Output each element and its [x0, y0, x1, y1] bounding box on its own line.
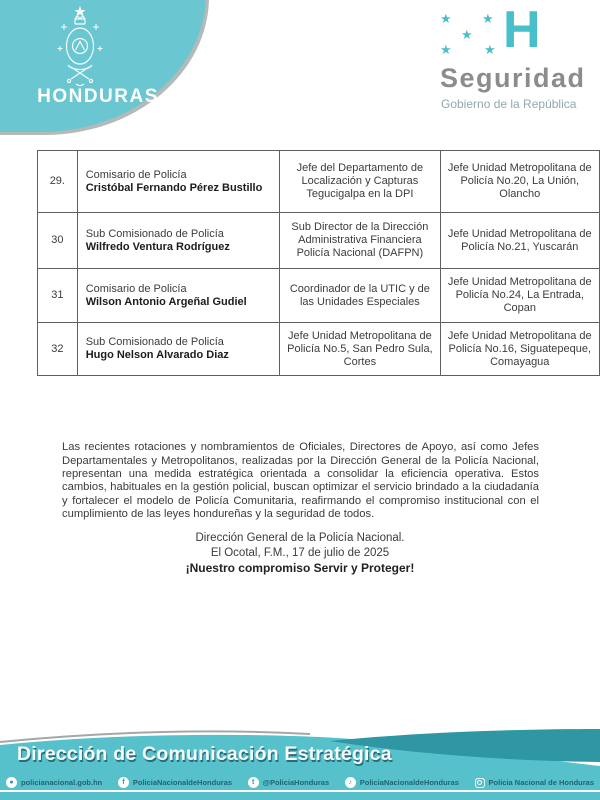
rank-name-cell: [77, 151, 280, 213]
flag-star-icon: ★: [440, 42, 452, 57]
officer-assignment: Jefe Unidad Metropolitana de Policía No.20, La Unión, Olancho: [440, 151, 599, 213]
rank-name-cell: [77, 269, 280, 323]
table-row: [38, 269, 600, 323]
social-handle: policianacional.gob.hn: [21, 778, 103, 787]
instagram-icon: [475, 778, 485, 788]
table-row: [38, 213, 600, 269]
country-label: HONDURAS: [37, 86, 159, 107]
officer-rank: Sub Comisionado de Policía: [85, 336, 224, 348]
social-item-facebook: [118, 777, 232, 788]
row-number: 32: [38, 323, 78, 376]
officer-assignment: Jefe Unidad Metropolitana de Policía No.16, Siguatepeque, Comayagua: [440, 323, 599, 376]
officer-name: Wilfredo Ventura Rodríguez: [85, 240, 230, 253]
officials-table: [37, 150, 600, 376]
table-row: [38, 151, 600, 213]
officer-name: Hugo Nelson Alvarado Diaz: [85, 349, 229, 361]
officer-rank: Comisario de Policía: [85, 168, 187, 181]
facebook-icon: f: [118, 777, 129, 788]
officer-rank: Comisario de Policía: [85, 282, 187, 295]
brand-subtitle: Gobierno de la República: [441, 97, 577, 111]
flag-star-icon: ★: [482, 11, 494, 26]
social-media-row: [0, 775, 600, 790]
social-item-twitter: [248, 777, 330, 788]
row-number: 29.: [38, 151, 78, 213]
officer-name: Wilson Antonio Argeñal Gudiel: [85, 295, 247, 308]
social-item-website: [6, 777, 102, 788]
rank-name-cell: [77, 323, 280, 376]
social-handle: PoliciaNacionaldeHonduras: [359, 778, 459, 787]
social-item-tiktok: [345, 777, 459, 788]
table-row: [38, 323, 600, 376]
rank-name-cell: [77, 213, 280, 269]
flag-star-icon: ★: [440, 11, 452, 26]
officer-position: Sub Director de la Dirección Administrativa Financiera Policía Nacional (DAFPN): [280, 213, 440, 269]
flag-star-icon: ★: [484, 42, 496, 57]
footer-banner: [0, 728, 600, 800]
closing-motto: ¡Nuestro compromiso Servir y Proteger!: [185, 561, 415, 575]
officer-name: Cristóbal Fernando Pérez Bustillo: [85, 181, 263, 194]
website-icon: ●: [6, 777, 17, 788]
closing-institution: Dirección General de la Policía Nacional.: [195, 532, 405, 544]
officer-rank: Sub Comisionado de Policía: [85, 227, 224, 240]
footer-title: Dirección de Comunicación Estratégica: [17, 743, 392, 765]
social-item-instagram: [475, 778, 594, 788]
seguridad-gov-logo: [430, 0, 600, 120]
tiktok-icon: ♪: [345, 777, 356, 788]
h-logo-letter: H: [503, 1, 541, 59]
row-number: 31: [38, 269, 78, 323]
brand-name: Seguridad: [440, 63, 586, 93]
officer-position: Coordinador de la UTIC y de las Unidades Especiales: [280, 269, 440, 323]
closing-date: El Ocotal, F.M., 17 de julio de 2025: [210, 547, 390, 559]
social-handle: @PoliciaHonduras: [262, 778, 330, 787]
press-release-paragraph: Las recientes rotaciones y nombramientos de Oficiales, Directores de Apoyo, así como Jefes Departamentales y Metropolitanos, realizadas por la Dirección General de la Policía Nacional, representan una medida estratégica orientada a consolidar la eficiencia operativa. Estos cambios, habituales en la gestión policial, buscan optimizar el servicio brindado a la ciudadanía y fortalecer el modelo de Policía Comunitaria, reafirmando el compromiso institucional con el cumplimiento de las leyes hondureñas y la seguridad de todos.: [62, 441, 539, 521]
social-handle: Policia Nacional de Honduras: [488, 778, 594, 787]
twitter-icon: t: [248, 777, 259, 788]
closing-block: [0, 531, 600, 576]
officer-position: Jefe del Departamento de Localización y Capturas Tegucigalpa en la DPI: [280, 151, 440, 213]
honduras-header-banner: [0, 0, 206, 132]
officer-assignment: Jefe Unidad Metropolitana de Policía No.21, Yuscarán: [440, 213, 599, 269]
social-handle: PoliciaNacionaldeHonduras: [132, 778, 233, 787]
officer-position: Jefe Unidad Metropolitana de Policía No.5, San Pedro Sula, Cortes: [280, 323, 440, 376]
flag-star-icon: ★: [461, 27, 473, 42]
police-coat-of-arms-icon: [52, 4, 108, 88]
officer-assignment: Jefe Unidad Metropolitana de Policía No.24, La Entrada, Copan: [440, 269, 599, 323]
row-number: 30: [38, 213, 78, 269]
